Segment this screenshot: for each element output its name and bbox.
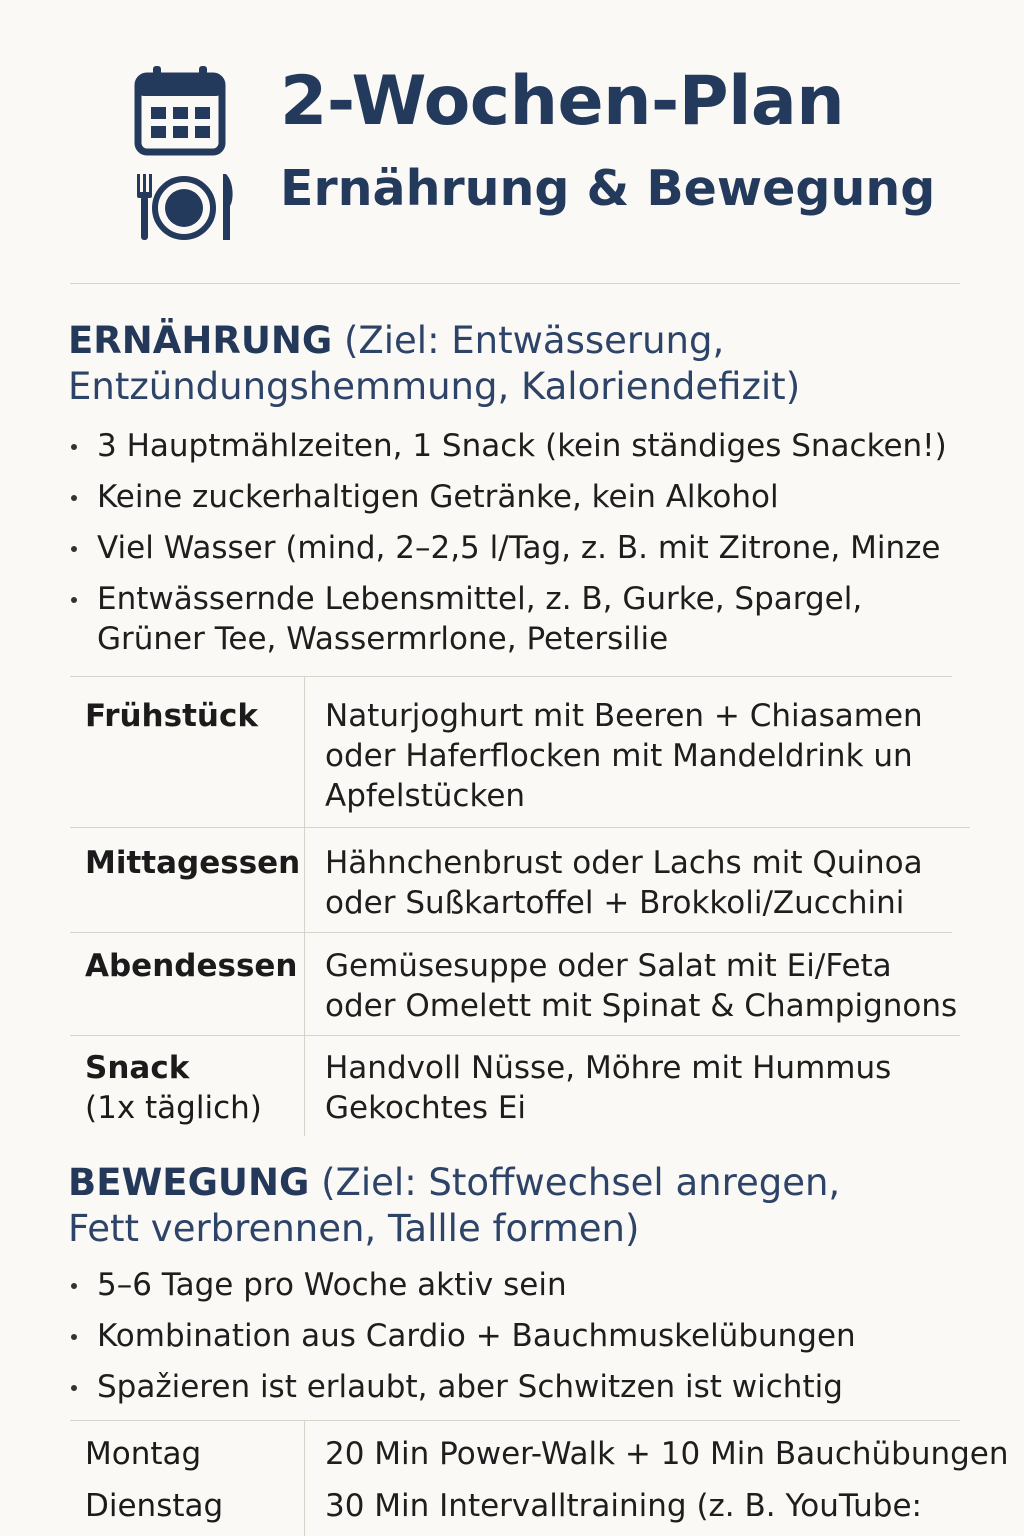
meal-label: Frühstück — [85, 698, 258, 734]
header-divider — [70, 283, 960, 284]
list-item: Keine zuckerhaltigen Getränke, kein Alkohol — [68, 477, 968, 517]
meal-line: oder Haferflocken mit Mandeldrink un — [325, 738, 913, 774]
nutrition-heading-goal: (Ziel: Entwässerung, — [332, 319, 725, 362]
list-item: 5–6 Tage pro Woche aktiv sein — [68, 1265, 968, 1305]
nutrition-bullets — [68, 426, 968, 659]
calendar-icon — [134, 66, 226, 156]
meal-line: Gekochtes Ei — [325, 1090, 527, 1126]
exercise-heading — [68, 1160, 968, 1252]
meal-line: Hähnchenbrust oder Lachs mit Quinoa — [325, 845, 923, 881]
list-item-line1: Entwässernde Lebensmittel, z. B, Gurke, Spargel, — [97, 581, 863, 617]
list-item: Viel Wasser (mind, 2–2,5 l/Tag, z. B. mit Zitrone, Minze — [68, 528, 968, 568]
meal-line: Naturjoghurt mit Beeren + Chiasamen — [325, 698, 923, 734]
meal-description — [325, 843, 923, 923]
weekly-table — [70, 1420, 1009, 1536]
table-divider — [70, 1420, 960, 1421]
exercise-heading-goal: (Ziel: Stoffwechsel anregen, — [309, 1161, 841, 1204]
page-title: 2-Wochen-Plan — [280, 62, 845, 141]
exercise-bullets — [68, 1265, 968, 1418]
list-item-line2: Grüner Tee, Wassermrlone, Petersilie — [97, 621, 669, 657]
list-item: 3 Hauptmählzeiten, 1 Snack (kein ständiges Snacken!) — [68, 426, 968, 466]
nutrition-heading — [68, 318, 968, 410]
meal-label: Mittagessen — [85, 845, 301, 881]
meal-line: Apfelstücken — [325, 778, 526, 814]
table-column-divider — [304, 676, 305, 1136]
day-plan: 20 Min Power-Walk + 10 Min Bauchübungen — [325, 1436, 1009, 1472]
day-label: Dienstag — [85, 1488, 224, 1524]
meal-line: Handvoll Nüsse, Möhre mit Hummus — [325, 1050, 892, 1086]
table-divider — [70, 932, 952, 933]
nutrition-heading-goal-line2: Entzündungshemmung, Kaloriendefizit) — [68, 365, 801, 408]
table-divider — [70, 1035, 960, 1036]
meal-description — [325, 946, 957, 1026]
meal-line: Gemüsesuppe oder Salat mit Ei/Feta — [325, 948, 892, 984]
list-item — [68, 579, 968, 659]
page-subtitle: Ernährung & Bewegung — [280, 160, 936, 217]
nutrition-heading-keyword: ERNÄHRUNG — [68, 319, 333, 362]
meal-description — [325, 1048, 891, 1128]
exercise-heading-keyword: BEWEGUNG — [68, 1161, 310, 1204]
meal-label: Snack — [85, 1050, 190, 1086]
meal-line: oder Sußkartoffel + Brokkoli/Zucchini — [325, 885, 905, 921]
list-item: Spažieren ist erlaubt, aber Schwitzen ist wichtig — [68, 1367, 968, 1407]
meal-table — [70, 676, 958, 1136]
table-divider — [70, 676, 952, 677]
plate-cutlery-icon — [134, 172, 238, 242]
exercise-heading-goal-line2: Fett verbrennen, Tallle formen) — [68, 1207, 640, 1250]
list-item: Kombination aus Cardio + Bauchmuskelübungen — [68, 1316, 968, 1356]
meal-label-note: (1x täglich) — [85, 1090, 262, 1126]
day-plan: 30 Min Intervalltraining (z. B. YouTube: — [325, 1488, 922, 1524]
meal-line: oder Omelett mit Spinat & Champignons — [325, 988, 958, 1024]
day-label: Montag — [85, 1436, 202, 1472]
meal-label: Abendessen — [85, 948, 298, 984]
meal-description — [325, 696, 923, 816]
table-column-divider — [304, 1420, 305, 1536]
table-divider — [70, 827, 970, 828]
